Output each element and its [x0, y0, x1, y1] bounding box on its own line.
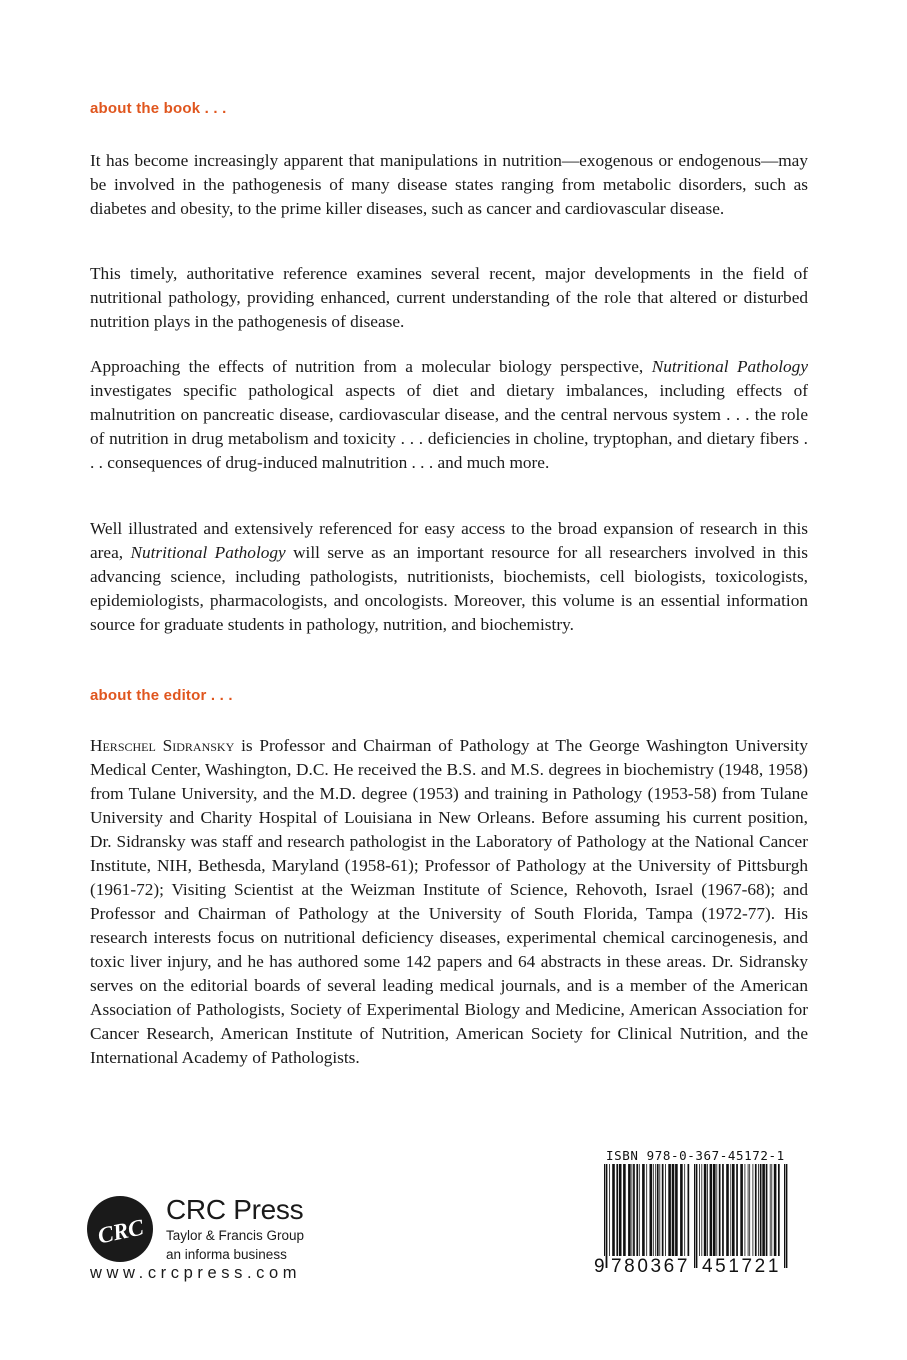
barcode-bar	[771, 1164, 772, 1256]
paragraph-4-text-a: Well illustrated and extensively referenced for easy access to the broad expansion of research in this area,	[90, 519, 808, 562]
barcode-bar	[722, 1164, 724, 1256]
barcode-right-digits: 451721	[702, 1256, 782, 1277]
editor-biography	[90, 734, 808, 1070]
barcode-bar	[612, 1164, 615, 1256]
barcode-bar	[719, 1164, 721, 1256]
barcode-bar	[688, 1164, 690, 1256]
barcode-bar	[646, 1164, 647, 1256]
about-editor-heading: about the editor . . .	[90, 687, 233, 704]
barcode-bar	[774, 1164, 777, 1256]
barcode-bar	[636, 1164, 638, 1256]
barcode-bar	[704, 1164, 707, 1256]
barcode-bar	[716, 1164, 717, 1256]
barcode-bar	[710, 1164, 713, 1256]
barcode-bar	[653, 1164, 654, 1256]
barcode-bar	[760, 1164, 762, 1256]
barcode-guard-bar	[694, 1164, 695, 1268]
barcode-bar	[680, 1164, 683, 1256]
barcode-bar	[642, 1164, 645, 1256]
about-book-paragraph-1: It has become increasingly apparent that manipulations in nutrition—exogenous or endogenous—may be involved in the pathogenesis of many disease states ranging from metabolic disorders, such as diabetes and obesity, to the prime killer diseases, such as cancer and cardiovascular disease.	[90, 151, 808, 218]
barcode-bar	[655, 1164, 656, 1256]
barcode-bar	[770, 1164, 771, 1256]
publisher-url: www.crcpress.com	[90, 1264, 302, 1282]
barcode-guard-bar	[784, 1164, 785, 1268]
book-title-italic: Nutritional Pathology	[651, 357, 808, 376]
barcode-lead-digit: 9	[594, 1256, 605, 1277]
barcode-bar	[748, 1164, 749, 1256]
about-book-heading: about the book . . .	[90, 100, 227, 117]
crc-logo-text: CRC	[95, 1214, 146, 1249]
paragraph-4-text-b: will serve as an important resource for all researchers involved in this advancing science, including pathologists, nutritionists, biochemists, cell biologists, toxicologists, epidemiologists, pharmacologists, and oncologists. Moreover, this volume is an essential information source for graduate students in pathology, nutrition, and biochemistry.	[90, 543, 808, 634]
barcode-bar	[707, 1164, 708, 1256]
barcode-bar	[632, 1164, 633, 1256]
barcode-bar	[699, 1164, 700, 1256]
barcode-bar	[726, 1164, 729, 1256]
barcode-bar	[684, 1164, 685, 1256]
barcode-bar	[740, 1164, 743, 1256]
barcode-bar	[657, 1164, 659, 1256]
barcode-bar	[616, 1164, 618, 1256]
book-title-italic: Nutritional Pathology	[130, 543, 286, 562]
barcode-bar	[633, 1164, 635, 1256]
barcode-bar	[650, 1164, 653, 1256]
about-book-paragraph-2: This timely, authoritative reference examines several recent, major developments in the field of nutritional pathology, providing enhanced, current understanding of the role that altered or disturbed nutrition plays in the pathogenesis of disease.	[90, 264, 808, 331]
barcode-bar	[762, 1164, 765, 1256]
barcode-guard-bar	[696, 1164, 697, 1268]
barcode-bar	[766, 1164, 768, 1256]
barcode-bar	[659, 1164, 660, 1256]
barcode-bar	[609, 1164, 610, 1256]
barcode-guard-bar	[606, 1164, 607, 1268]
isbn-barcode	[590, 1164, 790, 1268]
barcode-bar	[701, 1164, 702, 1256]
publisher-tagline: an informa business	[166, 1247, 287, 1262]
isbn-number: ISBN 978-0-367-45172-1	[606, 1148, 785, 1163]
barcode-bar	[675, 1164, 678, 1256]
publisher-name: CRC Press	[166, 1194, 304, 1225]
barcode-bar	[745, 1164, 746, 1256]
editor-bio-text: is Professor and Chairman of Pathology at The George Washington University Medical Center, Washington, D.C. He received the B.S. and M.S. degrees in biochemistry (1948, 1958) from Tulane University, and the M.D. degree (1953) and training in Pathology (1953-58) from Tulane University and Charity Hospital of Louisiana in New Orleans. Before assuming his current position, Dr. Sidransky was staff and research pathologist in the Laboratory of Pathology at the National Cancer Institute, NIH, Bethesda, Maryland (1958-61); Professor of Pathology at the University of Pittsburgh (1961-72); Visiting Scientist at the Weizman Institute of Science, Rehovoth, Israel (1967-68); and Professor and Chairman of Pathology at the University of South Florida, Tampa (1972-77). His research interests focus on nutritional deficiency diseases, experimental chemical carcinogenesis, and toxic liver injury, and he has authored some 142 papers and 64 abstracts in these areas. Dr. Sidransky serves on the editorial boards of several leading medical journals, and is a member of the American Association of Pathologists, Society of Experimental Biology and Medicine, American Association for Cancer Research, American Institute of Nutrition, American Society for Clinical Nutrition, and the International Academy of Pathologists.	[90, 736, 808, 1067]
barcode-guard-bar	[604, 1164, 605, 1268]
barcode-bar	[758, 1164, 759, 1256]
barcode-left-digits: 780367	[611, 1256, 691, 1277]
barcode-bar	[778, 1164, 780, 1256]
barcode-bar	[639, 1164, 640, 1256]
barcode-bar	[662, 1164, 664, 1256]
barcode-bar	[665, 1164, 666, 1256]
barcode-bar	[753, 1164, 754, 1256]
about-book-paragraph-4	[90, 517, 808, 637]
barcode-bar	[623, 1164, 626, 1256]
editor-name: Herschel Sidransky	[90, 736, 235, 755]
barcode-bar	[732, 1164, 735, 1256]
barcode-bar	[713, 1164, 716, 1256]
crc-logo-icon	[87, 1196, 153, 1262]
barcode-bar	[736, 1164, 738, 1256]
barcode-bar	[755, 1164, 757, 1256]
barcode-bar	[672, 1164, 675, 1256]
barcode-bar	[730, 1164, 731, 1256]
about-book-paragraph-3	[90, 355, 808, 475]
barcode-bar	[668, 1164, 671, 1256]
paragraph-3-text-b: investigates specific pathological aspects of diet and dietary imbalances, including effects of malnutrition on pancreatic disease, cardiovascular disease, and the central nervous system . . . the role of nutrition in drug metabolism and toxicity . . . deficiencies in choline, tryptophan, and dietary fibers . . . consequences of drug-induced malnutrition . . . and much more.	[90, 381, 808, 472]
barcode-bar	[619, 1164, 622, 1256]
paragraph-3-text-a: Approaching the effects of nutrition from a molecular biology perspective,	[90, 357, 652, 376]
crc-logo-graphic	[87, 1196, 153, 1262]
barcode-guard-bar	[786, 1164, 787, 1268]
publisher-group: Taylor & Francis Group	[166, 1228, 305, 1243]
barcode-bar	[749, 1164, 750, 1256]
barcode-bar	[628, 1164, 631, 1256]
